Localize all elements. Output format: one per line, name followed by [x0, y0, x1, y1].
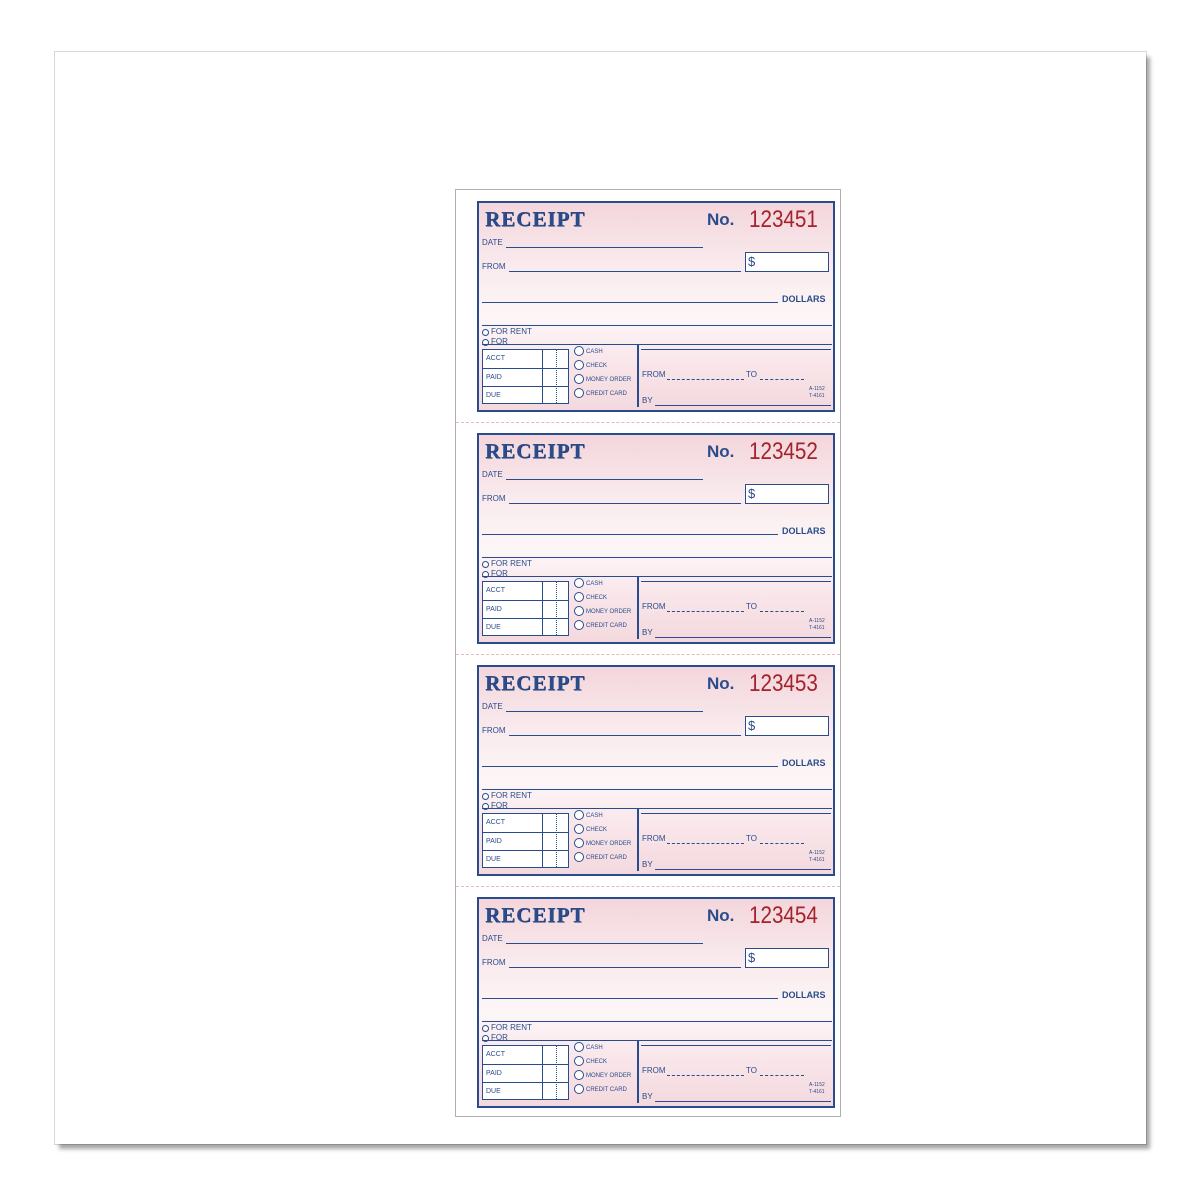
- dollars-label: DOLLARS: [782, 990, 826, 1000]
- dollars-label: DOLLARS: [782, 526, 826, 536]
- from-label: FROM: [482, 494, 506, 503]
- account-box: [482, 813, 569, 868]
- receipt-form-4: [477, 897, 835, 1108]
- for-rent-radio[interactable]: [482, 1025, 489, 1032]
- period-top-line: [641, 1045, 831, 1046]
- form-code-2: T-4161: [809, 625, 825, 631]
- account-box: [482, 349, 569, 404]
- date-line[interactable]: [506, 479, 703, 480]
- credit-card-label: CREDIT CARD: [586, 623, 627, 629]
- amount-words-line[interactable]: [482, 766, 778, 767]
- money-order-label: MONEY ORDER: [586, 377, 632, 383]
- check-radio[interactable]: [574, 824, 584, 834]
- form-code-1: A-1152: [809, 850, 825, 856]
- credit-card-label: CREDIT CARD: [586, 1087, 627, 1093]
- cash-radio[interactable]: [574, 810, 584, 820]
- amount-field[interactable]: [745, 484, 829, 504]
- divider-line: [482, 1021, 832, 1022]
- amount-field[interactable]: [745, 716, 829, 736]
- number-label: No.: [707, 210, 735, 229]
- from-line[interactable]: [509, 967, 741, 968]
- date-label: DATE: [482, 470, 503, 479]
- acct-label: ACCT: [486, 355, 506, 362]
- for-rent-label: FOR RENT: [491, 791, 532, 800]
- receipt-title: RECEIPT: [485, 671, 586, 695]
- column-divider: [542, 1046, 543, 1099]
- account-box: [482, 1045, 569, 1100]
- period-from-label: FROM: [642, 1066, 666, 1075]
- check-radio[interactable]: [574, 1056, 584, 1066]
- signature-line[interactable]: [655, 1101, 831, 1102]
- product-frame: [55, 52, 1146, 1144]
- divider-line: [482, 789, 832, 790]
- number-label: No.: [707, 442, 735, 461]
- date-label: DATE: [482, 934, 503, 943]
- period-top-line: [641, 349, 831, 350]
- date-label: DATE: [482, 238, 503, 247]
- receipt-number: 123452: [749, 438, 818, 465]
- by-label: BY: [642, 1092, 653, 1101]
- period-top-line: [641, 813, 831, 814]
- receipt-number: 123453: [749, 670, 818, 697]
- section-divider: [637, 577, 639, 639]
- column-divider: [542, 582, 543, 635]
- for-label: FOR: [491, 569, 508, 578]
- form-code-2: T-4161: [809, 1089, 825, 1095]
- from-line[interactable]: [509, 735, 741, 736]
- receipt-title: RECEIPT: [485, 903, 586, 927]
- for-label: FOR: [491, 801, 508, 810]
- period-to-label: TO: [746, 602, 757, 611]
- form-code-2: T-4161: [809, 393, 825, 399]
- signature-line[interactable]: [655, 405, 831, 406]
- period-to-label: TO: [746, 1066, 757, 1075]
- perforation-line: [456, 654, 840, 655]
- form-code-1: A-1152: [809, 1082, 825, 1088]
- money-order-label: MONEY ORDER: [586, 1073, 632, 1079]
- period-to-label: TO: [746, 834, 757, 843]
- cents-divider: [556, 1046, 557, 1099]
- amount-field[interactable]: [745, 252, 829, 272]
- receipt-number: 123451: [749, 206, 818, 233]
- due-label: DUE: [486, 1088, 501, 1095]
- money-order-radio[interactable]: [574, 1070, 584, 1080]
- divider-line: [482, 325, 832, 326]
- receipt-form-2: [477, 433, 835, 644]
- dollar-sign: $: [748, 950, 756, 965]
- dollar-sign: $: [748, 718, 756, 733]
- period-to-line[interactable]: [760, 843, 804, 844]
- date-label: DATE: [482, 702, 503, 711]
- cents-divider: [556, 350, 557, 403]
- column-divider: [542, 350, 543, 403]
- period-from-line[interactable]: [667, 379, 744, 380]
- period-to-line[interactable]: [760, 1075, 804, 1076]
- check-label: CHECK: [586, 595, 608, 601]
- section-divider: [637, 809, 639, 871]
- check-radio[interactable]: [574, 592, 584, 602]
- from-label: FROM: [482, 958, 506, 967]
- paid-label: PAID: [486, 374, 502, 381]
- receipt-sheet: [455, 189, 841, 1117]
- acct-label: ACCT: [486, 587, 506, 594]
- receipt-title: RECEIPT: [485, 439, 586, 463]
- cents-divider: [556, 582, 557, 635]
- for-line[interactable]: [482, 576, 832, 577]
- signature-line[interactable]: [655, 869, 831, 870]
- cash-radio[interactable]: [574, 1042, 584, 1052]
- amount-words-line[interactable]: [482, 534, 778, 535]
- acct-label: ACCT: [486, 819, 506, 826]
- period-from-label: FROM: [642, 370, 666, 379]
- from-line[interactable]: [509, 503, 741, 504]
- money-order-label: MONEY ORDER: [586, 841, 632, 847]
- from-label: FROM: [482, 262, 506, 271]
- period-top-line: [641, 581, 831, 582]
- by-label: BY: [642, 628, 653, 637]
- for-rent-radio[interactable]: [482, 561, 489, 568]
- form-code-2: T-4161: [809, 857, 825, 863]
- money-order-label: MONEY ORDER: [586, 609, 632, 615]
- paid-label: PAID: [486, 606, 502, 613]
- check-label: CHECK: [586, 1059, 608, 1065]
- form-code-1: A-1152: [809, 618, 825, 624]
- for-line[interactable]: [482, 344, 832, 345]
- due-label: DUE: [486, 392, 501, 399]
- credit-card-radio[interactable]: [574, 620, 584, 630]
- for-rent-radio[interactable]: [482, 793, 489, 800]
- credit-card-radio[interactable]: [574, 852, 584, 862]
- cash-label: CASH: [586, 349, 603, 355]
- period-from-label: FROM: [642, 602, 666, 611]
- period-to-line[interactable]: [760, 611, 804, 612]
- for-line[interactable]: [482, 1040, 832, 1041]
- for-rent-label: FOR RENT: [491, 559, 532, 568]
- credit-card-label: CREDIT CARD: [586, 855, 627, 861]
- receipt-form-3: [477, 665, 835, 876]
- for-rent-radio[interactable]: [482, 329, 489, 336]
- dollar-sign: $: [748, 254, 756, 269]
- paid-label: PAID: [486, 1070, 502, 1077]
- dollar-sign: $: [748, 486, 756, 501]
- cash-label: CASH: [586, 581, 603, 587]
- perforation-line: [456, 886, 840, 887]
- period-to-label: TO: [746, 370, 757, 379]
- section-divider: [637, 345, 639, 407]
- amount-words-line[interactable]: [482, 998, 778, 999]
- for-label: FOR: [491, 337, 508, 346]
- by-label: BY: [642, 860, 653, 869]
- receipt-title: RECEIPT: [485, 207, 586, 231]
- divider-line: [482, 557, 832, 558]
- date-line[interactable]: [506, 711, 703, 712]
- account-box: [482, 581, 569, 636]
- period-from-line[interactable]: [667, 1075, 744, 1076]
- money-order-radio[interactable]: [574, 838, 584, 848]
- money-order-radio[interactable]: [574, 374, 584, 384]
- period-from-label: FROM: [642, 834, 666, 843]
- due-label: DUE: [486, 856, 501, 863]
- credit-card-radio[interactable]: [574, 388, 584, 398]
- signature-line[interactable]: [655, 637, 831, 638]
- for-line[interactable]: [482, 808, 832, 809]
- cash-radio[interactable]: [574, 346, 584, 356]
- check-label: CHECK: [586, 827, 608, 833]
- column-divider: [542, 814, 543, 867]
- credit-card-label: CREDIT CARD: [586, 391, 627, 397]
- for-label: FOR: [491, 1033, 508, 1042]
- due-label: DUE: [486, 624, 501, 631]
- period-to-line[interactable]: [760, 379, 804, 380]
- cents-divider: [556, 814, 557, 867]
- dollars-label: DOLLARS: [782, 758, 826, 768]
- paid-label: PAID: [486, 838, 502, 845]
- number-label: No.: [707, 674, 735, 693]
- date-line[interactable]: [506, 943, 703, 944]
- receipt-form-1: [477, 201, 835, 412]
- cash-label: CASH: [586, 1045, 603, 1051]
- from-label: FROM: [482, 726, 506, 735]
- money-order-radio[interactable]: [574, 606, 584, 616]
- date-line[interactable]: [506, 247, 703, 248]
- perforation-line: [456, 422, 840, 423]
- for-rent-label: FOR RENT: [491, 327, 532, 336]
- receipt-number: 123454: [749, 902, 818, 929]
- check-label: CHECK: [586, 363, 608, 369]
- period-from-line[interactable]: [667, 611, 744, 612]
- from-line[interactable]: [509, 271, 741, 272]
- number-label: No.: [707, 906, 735, 925]
- check-radio[interactable]: [574, 360, 584, 370]
- period-from-line[interactable]: [667, 843, 744, 844]
- cash-radio[interactable]: [574, 578, 584, 588]
- section-divider: [637, 1041, 639, 1103]
- cash-label: CASH: [586, 813, 603, 819]
- form-code-1: A-1152: [809, 386, 825, 392]
- credit-card-radio[interactable]: [574, 1084, 584, 1094]
- dollars-label: DOLLARS: [782, 294, 826, 304]
- acct-label: ACCT: [486, 1051, 506, 1058]
- for-rent-label: FOR RENT: [491, 1023, 532, 1032]
- amount-words-line[interactable]: [482, 302, 778, 303]
- by-label: BY: [642, 396, 653, 405]
- amount-field[interactable]: [745, 948, 829, 968]
